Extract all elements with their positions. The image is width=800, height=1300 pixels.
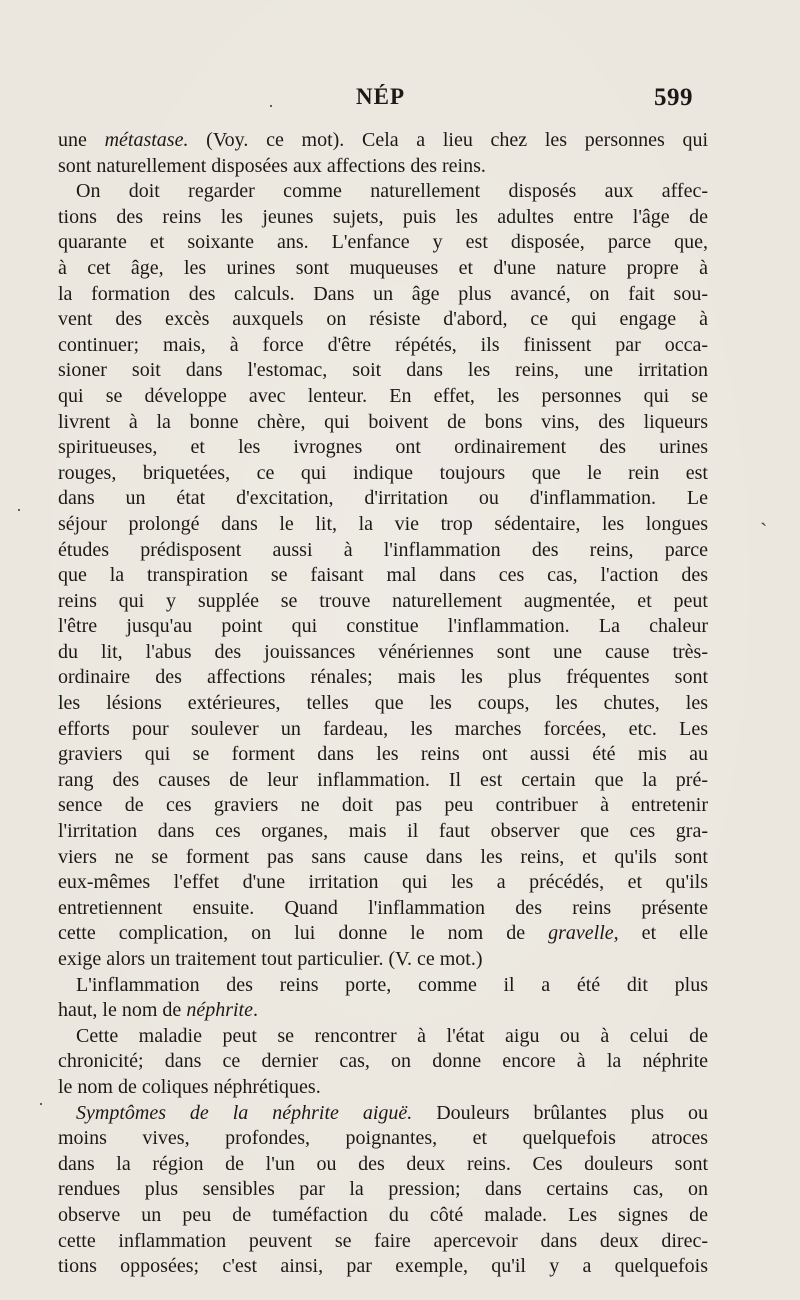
text-line: ordinaire des affections rénales; mais les plus fréquentes sont	[58, 666, 708, 689]
text-line: l'irritation dans ces organes, mais il faut observer que ces gra-	[58, 820, 708, 843]
running-header	[0, 84, 800, 118]
text-line: le nom de coliques néphrétiques.	[58, 1075, 321, 1098]
text-line: quarante et soixante ans. L'enfance y est disposée, parce que,	[58, 231, 708, 254]
text-line: chronicité; dans ce dernier cas, on donne encore à la néphrite	[58, 1050, 708, 1073]
text-line: vent des excès auxquels on résiste d'abord, ce qui engage à	[58, 308, 708, 331]
text-line: les lésions extérieures, telles que les coups, les chutes, les	[58, 692, 708, 715]
text-line: rouges, briquetées, ce qui indique toujours que le rein est	[58, 461, 708, 484]
text-line-part: Douleurs brûlantes plus ou	[412, 1101, 708, 1124]
text-line: qui se développe avec lenteur. En effet, les personnes qui se	[58, 384, 708, 407]
text-line: études prédisposent aussi à l'inflammation des reins, parce	[58, 538, 708, 561]
text-line	[58, 1101, 708, 1127]
body-text	[58, 128, 708, 1280]
text-line: dans un état d'excitation, d'irritation ou d'inflammation. Le	[58, 487, 708, 510]
margin-speck: ·	[16, 500, 22, 520]
text-line: dans la région de l'un ou des deux reins. Ces douleurs sont	[58, 1152, 708, 1175]
text-line: sence de ces graviers ne doit pas peu contribuer à entretenir	[58, 794, 708, 817]
text-line-part: une	[58, 129, 105, 151]
text-line: sioner soit dans l'estomac, soit dans les reins, une irritation	[58, 359, 708, 382]
margin-dot: ·	[38, 1094, 44, 1114]
text-line-part: haut, le nom de	[58, 999, 187, 1022]
page-number: 599	[654, 84, 693, 111]
text-line: eux-mêmes l'effet d'une irritation qui les a précédés, et qu'ils	[58, 871, 708, 894]
text-line-part: cette complication, on lui donne le nom de	[58, 922, 549, 945]
italic-term: métastase.	[104, 129, 189, 151]
text-line: exige alors un traitement tout particulier. (V. ce mot.)	[58, 948, 483, 970]
text-line-part: (Voy. ce mot). Cela a lieu chez les personnes qui	[188, 129, 708, 151]
text-line: Cette maladie peut se rencontrer à l'état aigu ou à celui de	[76, 1024, 708, 1047]
italic-term: néphrite	[186, 999, 253, 1022]
text-line: tions opposées; c'est ainsi, par exemple, qu'il y a quelquefois	[58, 1255, 708, 1278]
text-line: entretiennent ensuite. Quand l'inflammation des reins présente	[58, 896, 708, 919]
text-line	[58, 998, 708, 1024]
text-line: rendues plus sensibles par la pression; dans certains cas, on	[58, 1178, 708, 1201]
text-line: observe un peu de tuméfaction du côté malade. Les signes de	[58, 1203, 708, 1226]
text-line: viers ne se forment pas sans cause dans les reins, et qu'ils sont	[58, 845, 708, 868]
text-line: L'inflammation des reins porte, comme il a été dit plus	[76, 973, 708, 996]
text-line: moins vives, profondes, poignantes, et quelquefois atroces	[58, 1127, 708, 1150]
print-speck: ·	[268, 96, 274, 116]
italic-term: Symptômes de la néphrite aiguë.	[76, 1101, 413, 1124]
text-line: livrent à la bonne chère, qui boivent de bons vins, des liqueurs	[58, 410, 708, 433]
text-line: rang des causes de leur inflammation. Il est certain que la pré-	[58, 768, 708, 791]
text-line: l'être jusqu'au point qui constitue l'inflammation. La chaleur	[58, 615, 708, 638]
italic-term: gravelle	[548, 922, 614, 945]
text-line: sont naturellement disposées aux affections des reins.	[58, 154, 486, 177]
text-line: reins qui y supplée se trouve naturellement augmentée, et peut	[58, 589, 708, 612]
text-line: graviers qui se forment dans les reins ont aussi été mis au	[58, 743, 708, 766]
text-line: tions des reins les jeunes sujets, puis les adultes entre l'âge de	[58, 205, 708, 228]
text-line	[58, 128, 708, 154]
text-line: à cet âge, les urines sont muqueuses et d'une nature propre à	[58, 256, 708, 279]
margin-tick-mark: ˴	[760, 508, 768, 533]
text-line: spiritueuses, et les ivrognes ont ordinairement des urines	[58, 436, 708, 459]
text-line: cette inflammation peuvent se faire apercevoir dans deux direc-	[58, 1229, 708, 1252]
text-line: efforts pour soulever un fardeau, les marches forcées, etc. Les	[58, 717, 708, 740]
text-line: On doit regarder comme naturellement disposés aux affec-	[76, 180, 708, 203]
text-line: séjour prolongé dans le lit, la vie trop sédentaire, les longues	[58, 512, 708, 535]
running-title: NÉP	[356, 84, 405, 109]
text-line: la formation des calculs. Dans un âge plus avancé, on fait sou-	[58, 282, 708, 305]
text-line: que la transpiration se faisant mal dans ces cas, l'action des	[58, 564, 708, 587]
text-line	[58, 921, 708, 947]
text-line-part: , et elle	[613, 922, 708, 945]
text-line: du lit, l'abus des jouissances vénériennes sont une cause très-	[58, 640, 708, 663]
text-line: continuer; mais, à force d'être répétés, ils finissent par occa-	[58, 333, 708, 356]
text-line-part: .	[252, 999, 258, 1022]
